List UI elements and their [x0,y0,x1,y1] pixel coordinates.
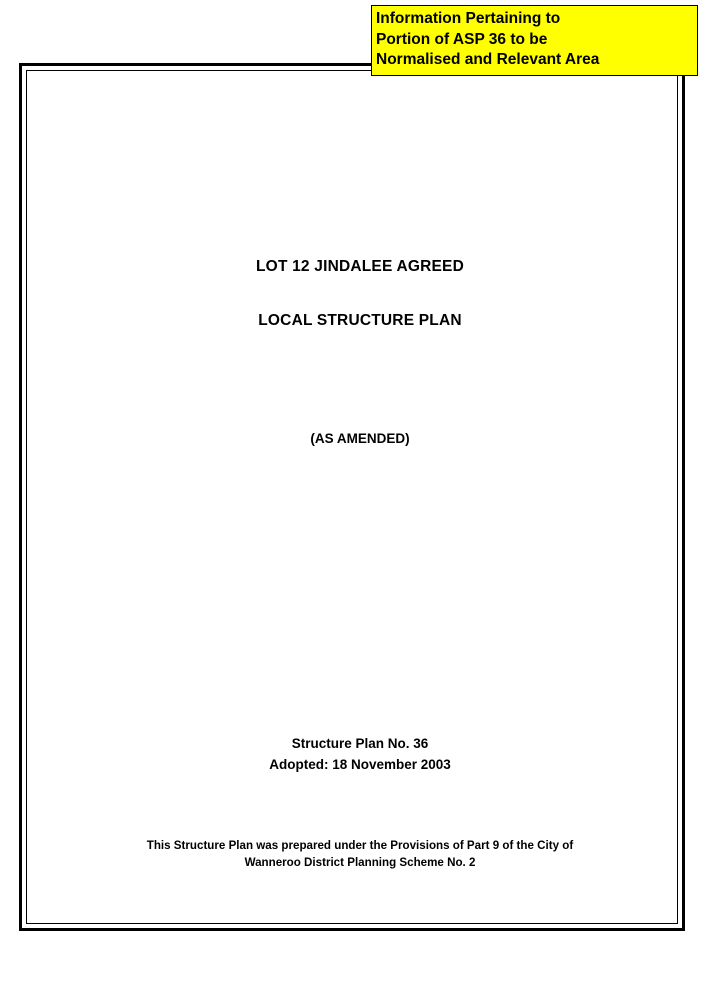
document-page-inner-border [26,70,678,924]
provision-note-line-1: This Structure Plan was prepared under the Provisions of Part 9 of the City of [146,839,574,852]
document-page-frame [19,63,685,931]
highlight-callout [371,5,698,76]
document-content [27,71,693,939]
amended-note: (AS AMENDED) [310,431,410,446]
callout-line-3: Normalised and Relevant Area [376,51,600,69]
page-title-line-2: LOCAL STRUCTURE PLAN [258,312,462,330]
adopted-date: Adopted: 18 November 2003 [269,756,451,772]
page-title-line-1: LOT 12 JINDALEE AGREED [256,258,464,275]
plan-meta-block [27,734,693,776]
provision-note [82,837,638,872]
callout-line-2: Portion of ASP 36 to be [376,30,548,48]
structure-plan-number: Structure Plan No. 36 [291,736,429,751]
callout-line-1: Information Pertaining to [376,10,561,27]
provision-note-line-2: Wanneroo District Planning Scheme No. 2 [244,856,476,870]
document-title-block [27,257,693,331]
